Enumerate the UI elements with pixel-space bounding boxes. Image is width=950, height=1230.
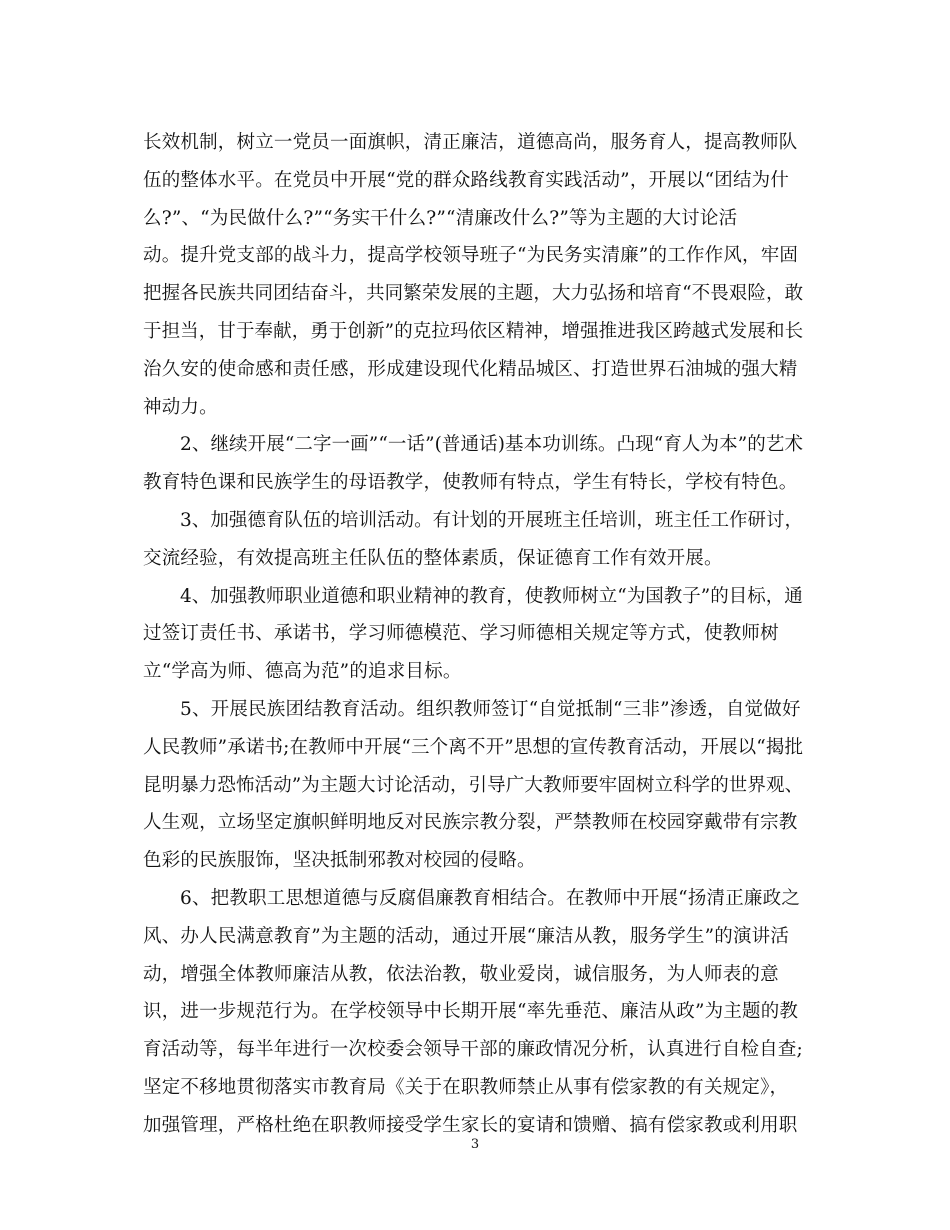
text-line: 治久安的使命感和责任感，形成建设现代化精品城区、打造世界石油城的强大精: [143, 358, 798, 380]
text-line-paragraph-start: 4、加强教师职业道德和职业精神的教育，使教师树立“为国教子”的目标，通: [180, 585, 803, 607]
text-line: 立“学高为师、德高为范”的追求目标。: [143, 661, 462, 683]
text-line: 长效机制，树立一党员一面旗帜，清正廉洁，道德高尚，服务育人，提高教师队: [143, 132, 798, 153]
text-line: 交流经验，有效提高班主任队伍的整体素质，保证德育工作有效开展。: [143, 547, 723, 569]
text-line-paragraph-start: 6、把教职工思想道德与反腐倡廉教育相结合。在教师中开展“扬清正廉政之: [180, 887, 801, 909]
text-line: 教育特色课和民族学生的母语教学，使教师有特点，学生有特长，学校有特色。: [143, 472, 798, 494]
text-line: 昆明暴力恐怖活动”为主题大讨论活动，引导广大教师要牢固树立科学的世界观、: [143, 774, 804, 796]
text-line: 过签订责任书、承诺书，学习师德模范、学习师德相关规定等方式，使教师树: [143, 623, 779, 645]
text-line: 色彩的民族服饰，坚决抵制邪教对校园的侵略。: [143, 850, 536, 872]
text-line: 么?”、“为民做什么?”“务实干什么?”“清廉改什么?”等为主题的大讨论活: [143, 207, 738, 229]
text-line: 人民教师”承诺书;在教师中开展“三个离不开”思想的宣传教育活动，开展以“揭批: [143, 736, 804, 758]
text-line: 识，进一步规范行为。在学校领导中长期开展“率先垂范、廉洁从政”为主题的教: [143, 1001, 799, 1023]
text-line: 坚定不移地贯彻落实市教育局《关于在职教师禁止从事有偿家教的有关规定》，: [143, 1076, 789, 1098]
text-line: 风、办人民满意教育”为主题的活动，通过开展“廉洁从教，服务学生”的演讲活: [143, 925, 790, 947]
text-line: 人生观，立场坚定旗帜鲜明地反对民族宗教分裂，严禁教师在校园穿戴带有宗教: [143, 812, 798, 834]
text-line: 神动力。: [143, 396, 218, 418]
text-line-paragraph-start: 3、加强德育队伍的培训活动。有计划的开展班主任培训，班主任工作研讨，: [180, 509, 804, 531]
text-line: 动。提升党支部的战斗力，提高学校领导班子“为民务实清廉”的工作作风，牢固: [143, 245, 799, 267]
text-line: 于担当，甘于奉献，勇于创新”的克拉玛依区精神，增强推进我区跨越式发展和长: [143, 320, 804, 342]
page-number: 3: [470, 1137, 480, 1152]
text-line-paragraph-start: 2、继续开展“二字一画”“一话”(普通话)基本功训练。凸现“育人为本”的艺术: [180, 434, 804, 456]
text-line-paragraph-start: 5、开展民族团结教育活动。组织教师签订“自觉抵制“三非”渗透，自觉做好: [180, 698, 801, 720]
text-line: 育活动等，每半年进行一次校委会领导干部的廉政情况分析，认真进行自检自查;: [143, 1039, 803, 1061]
body-text: [143, 124, 803, 1145]
text-line: 加强管理，严格杜绝在职教师接受学生家长的宴请和馈赠、搞有偿家教或利用职: [143, 1114, 798, 1136]
text-line: 把握各民族共同团结奋斗，共同繁荣发展的主题，大力弘扬和培育“不畏艰险，敢: [143, 283, 804, 305]
text-line: 伍的整体水平。在党员中开展“党的群众路线教育实践活动”，开展以“团结为什: [143, 169, 790, 191]
text-line: 动，增强全体教师廉洁从教，依法治教，敬业爱岗，诚信服务，为人师表的意: [143, 963, 779, 985]
